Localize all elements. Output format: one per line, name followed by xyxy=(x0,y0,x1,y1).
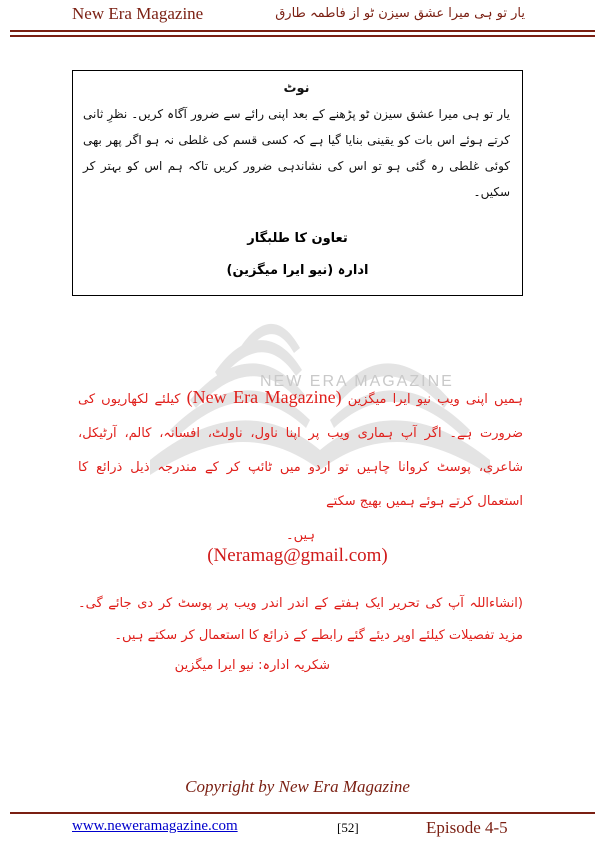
header-magazine-title: New Era Magazine xyxy=(72,4,204,23)
note-content xyxy=(83,77,510,205)
header-rule-top xyxy=(10,30,595,32)
note-title: نوٹ xyxy=(283,81,310,96)
note-organization: ادارہ (نیو ایرا میگزین) xyxy=(226,263,369,278)
page-number: [52] xyxy=(337,820,359,835)
thanks-line: شکریہ ادارہ: نیو ایرا میگزین xyxy=(174,658,330,673)
copyright-notice: Copyright by New Era Magazine xyxy=(185,777,410,796)
note-signoff: تعاون کا طلبگار xyxy=(247,231,348,246)
note-body: یار تو ہی میرا عشق سیزن ٹو پڑھنے کے بعد اپنی رائے سے ضرور آگاہ کریں۔ نظرِ ثانی کرتے ہوئے اس بات کو یقینی بنایا گیا ہے کہ کسی قسم کی غلطی نہ ہو اگر پھر بھی کوئی غلطی رہ گئی ہو تو اس کی نشاندہی ضرور کریں تاکہ ہم اس کو بہتر کر سکیں۔ xyxy=(83,107,510,199)
announcement-lead: ہمیں اپنی ویب نیو ایرا میگزین xyxy=(341,392,523,407)
watermark-text: NEW ERA MAGAZINE xyxy=(260,373,454,390)
announcement-paragraph xyxy=(78,380,523,553)
announcement-brand: (New Era Magazine) xyxy=(186,387,342,407)
followup-paragraph: (انشاءاللہ آپ کی تحریر ایک ہفتے کے اندر اندر ویب پر پوسٹ کر دی جائے گی۔ مزید تفصیلات کیلئے اوپر دیئے گئے رابطے کے ذرائع کا استعمال کر سکتے ہیں۔ xyxy=(78,596,523,643)
episode-label: Episode 4-5 xyxy=(426,818,508,837)
footer-rule xyxy=(10,812,595,814)
header-rule-bottom xyxy=(10,35,595,37)
announcement-end: ہیں۔ xyxy=(285,528,316,543)
announcement-body: کیلئے لکھاریوں کی ضرورت ہے۔ اگر آپ ہماری ویب پر اپنا ناول، ناولٹ، افسانہ، کالم، آرٹیکل، شاعری، پوسٹ کروانا چاہیں تو اردو میں ٹائپ کر کے مندرجہ ذیل ذرائع کا استعمال کرتے ہوئے ہمیں بھیج سکتے xyxy=(78,392,523,509)
contact-email[interactable]: (Neramag@gmail.com) xyxy=(207,545,388,566)
header-story-title: یار تو ہی میرا عشق سیزن ٹو از فاطمہ طارق xyxy=(275,6,525,21)
footer-website-link[interactable]: www.neweramagazine.com xyxy=(72,818,238,834)
note-box xyxy=(72,70,523,296)
